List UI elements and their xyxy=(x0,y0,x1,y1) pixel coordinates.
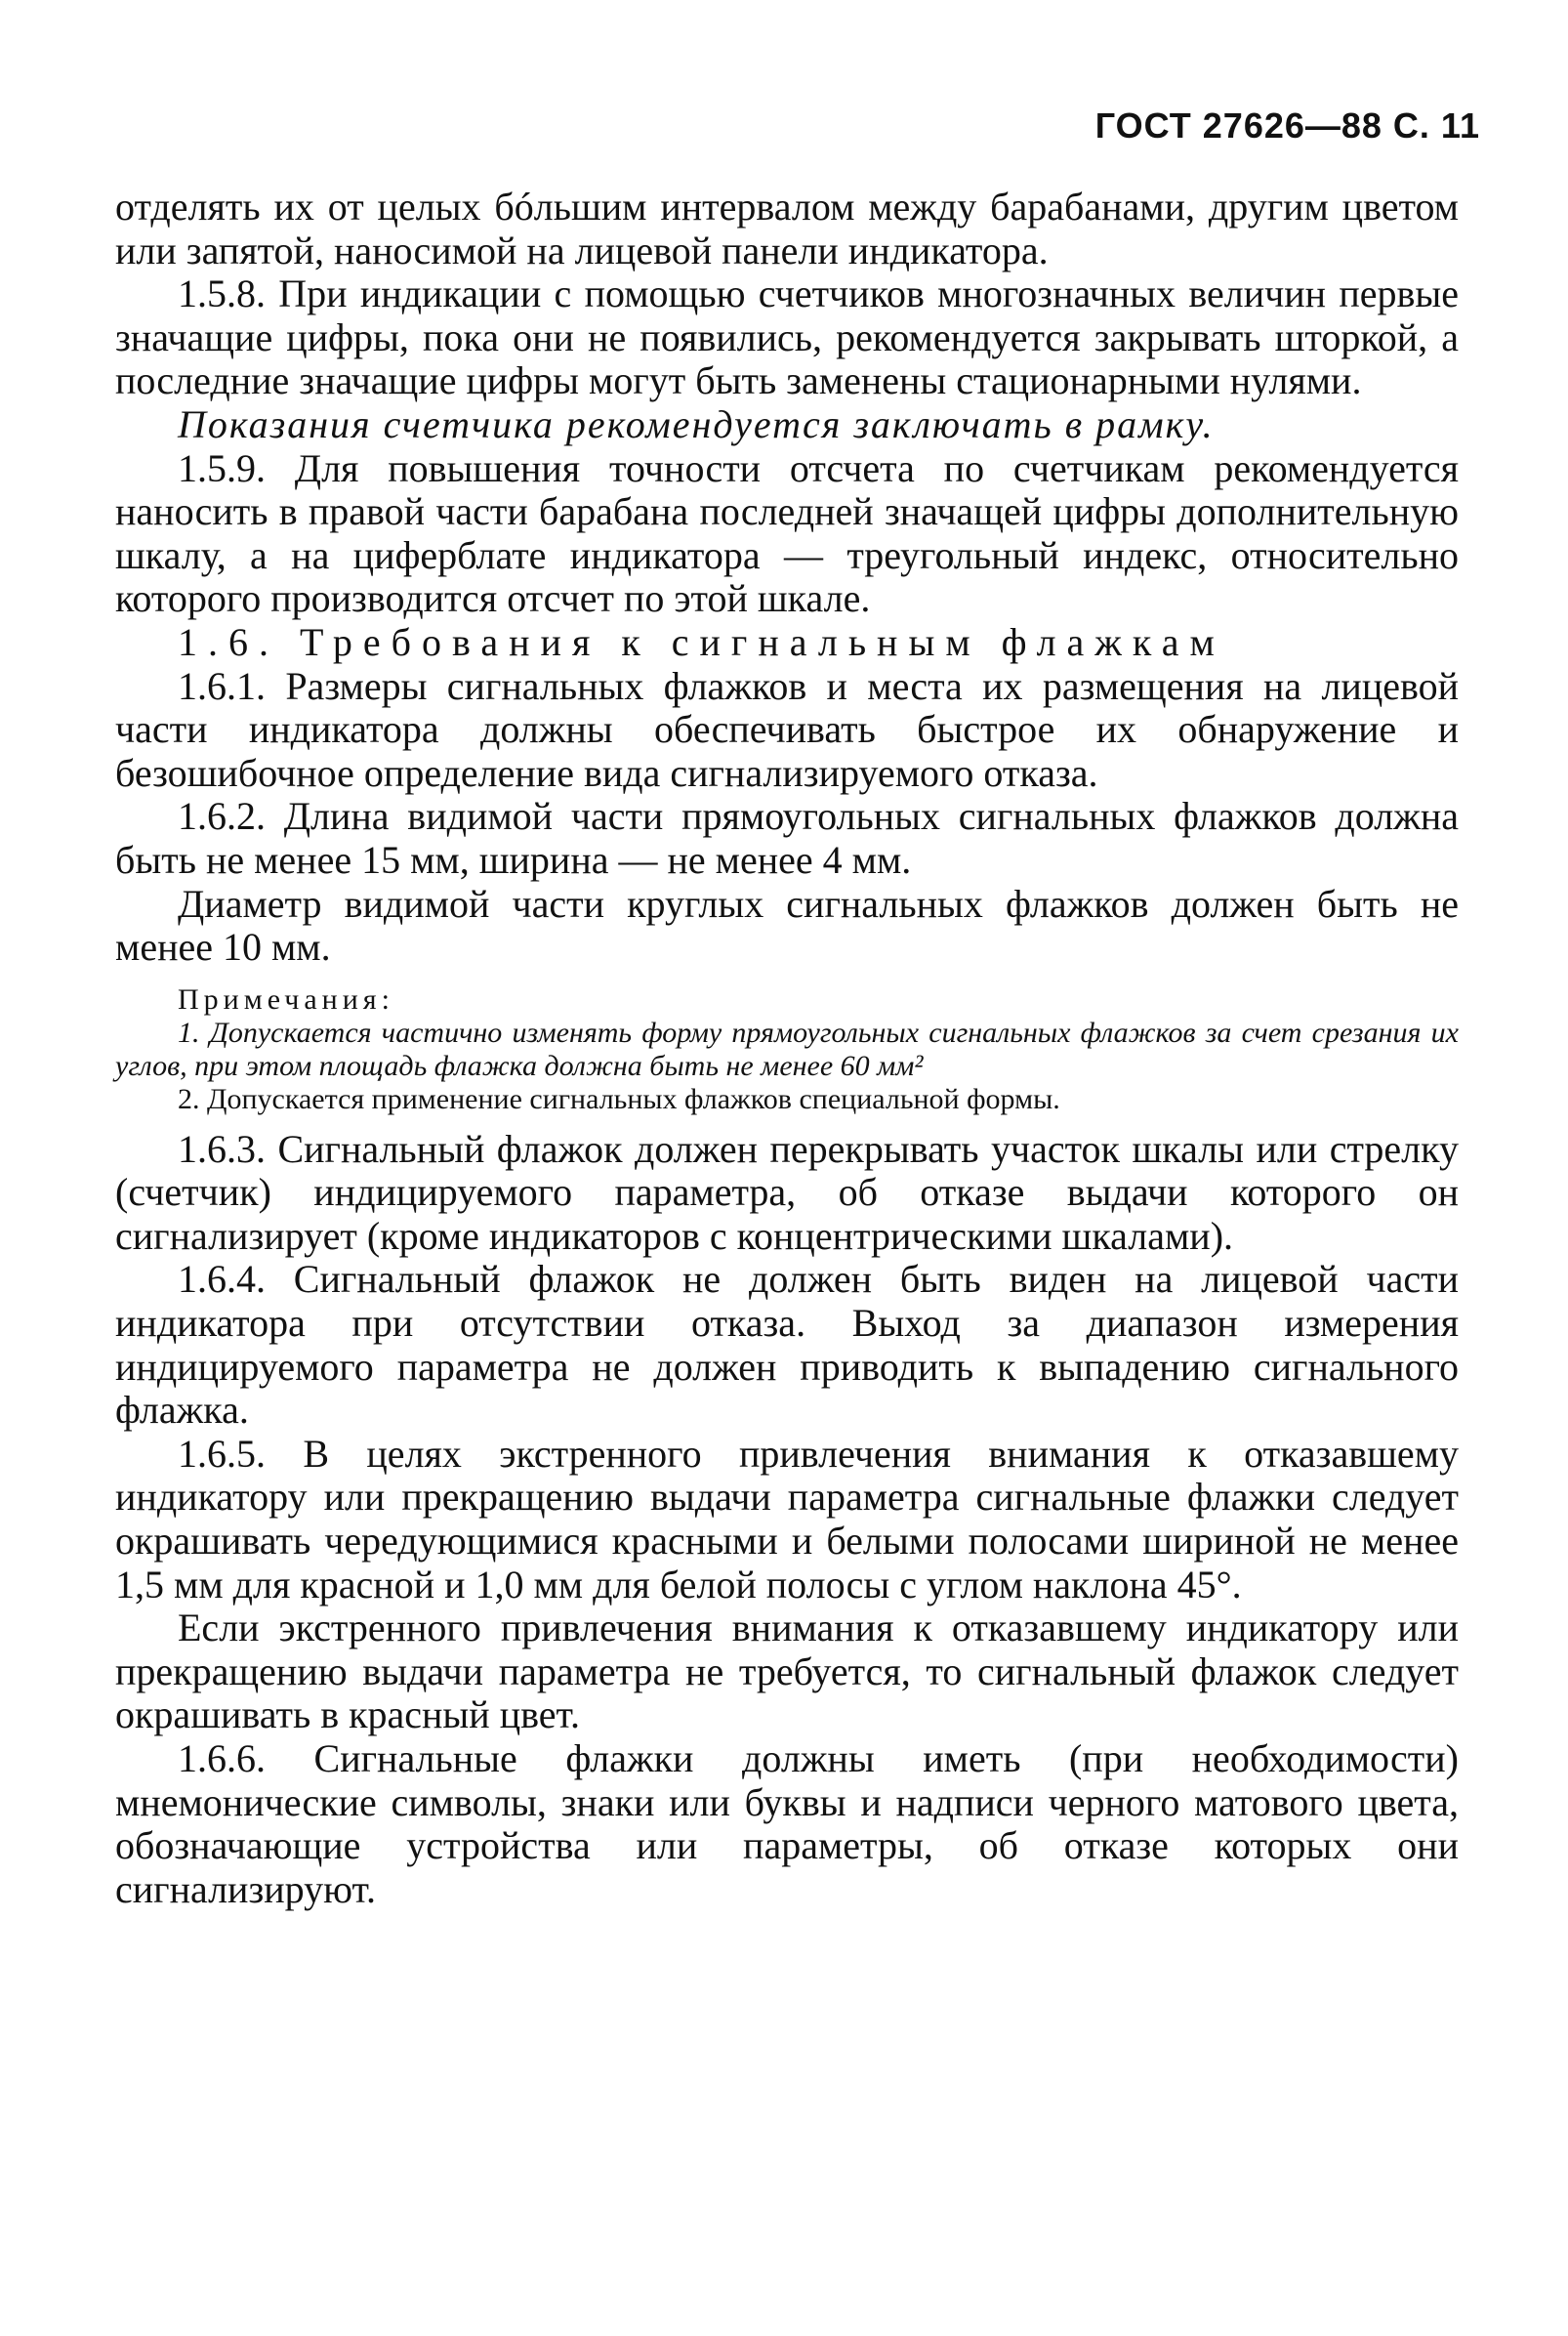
notes-block xyxy=(115,983,1459,1116)
paragraph-1-6-5: 1.6.5. В целях экстренного привлечения внимания к отказавшему индикатору или прекращению выдачи параметра сигнальные флажки следует окрашивать чередующимися красными и белыми полосами шириной не менее 1,5 мм для красной и 1,0 мм для белой полосы с углом наклона 45°. xyxy=(115,1431,1459,1606)
paragraph-1-5-9: 1.5.9. Для повышения точности отсчета по счетчикам рекомендуется наносить в правой части барабана последней значащей цифры дополнительную шкалу, а на циферблате индикатора — треугольный индекс, относительно которого производится отсчет по этой шкале. xyxy=(115,445,1459,621)
paragraph-1-6-2: 1.6.2. Длина видимой части прямоугольных сигнальных флажков должна быть не менее 15 мм, ширина — не менее 4 мм. xyxy=(115,794,1459,882)
paragraph-1-5-8: 1.5.8. При индикации с помощью счетчиков многозначных величин первые значащие цифры, пока они не появились, рекомендуется закрывать шторкой, а последние значащие цифры могут быть заменены стационарными нулями. xyxy=(115,271,1459,403)
note-1: 1. Допускается частично изменять форму прямоугольных сигнальных флажков за счет срезания их углов, при этом площадь флажка должна быть не менее 60 мм² xyxy=(115,1016,1459,1082)
document-body xyxy=(115,186,1459,1911)
paragraph: Диаметр видимой части круглых сигнальных флажков должен быть не менее 10 мм. xyxy=(115,881,1459,970)
section-heading-1-6: 1.6. Требования к сигнальным флажкам xyxy=(178,619,1225,664)
paragraph: Показания счетчика рекомендуется заключать в рамку. xyxy=(178,401,1215,446)
notes-title: Примечания: xyxy=(178,982,394,1016)
paragraph: отделять их от целых бóльшим интервалом между барабанами, другим цветом или запятой, наносимой на лицевой панели индикатора. xyxy=(115,185,1459,272)
paragraph: Если экстренного привлечения внимания к отказавшему индикатору или прекращению выдачи параметра не требуется, то сигнальный флажок следует окрашивать в красный цвет. xyxy=(115,1606,1459,1737)
paragraph-1-6-1: 1.6.1. Размеры сигнальных флажков и места их размещения на лицевой части индикатора должны обеспечивать быстрое их обнаружение и безошибочное определение вида сигнализируемого отказа. xyxy=(115,663,1459,795)
paragraph-1-6-3: 1.6.3. Сигнальный флажок должен перекрывать участок шкалы или стрелку (счетчик) индицируемого параметра, об отказе выдачи которого он сигнализирует (кроме индикаторов с концентрическими шкалами). xyxy=(115,1126,1459,1258)
note-2: 2. Допускается применение сигнальных флажков специальной формы. xyxy=(178,1082,1060,1115)
paragraph-1-6-4: 1.6.4. Сигнальный флажок не должен быть виден на лицевой части индикатора при отсутствии отказа. Выход за диапазон измерения индицируемого параметра не должен приводить к выпадению сигнального флажка. xyxy=(115,1257,1459,1433)
page-header: ГОСТ 27626—88 С. 11 xyxy=(1094,105,1480,146)
paragraph-1-6-6: 1.6.6. Сигнальные флажки должны иметь (при необходимости) мнемонические символы, знаки или буквы и надписи черного матового цвета, обозначающие устройства или параметры, об отказе которых они сигнализируют. xyxy=(115,1736,1459,1911)
